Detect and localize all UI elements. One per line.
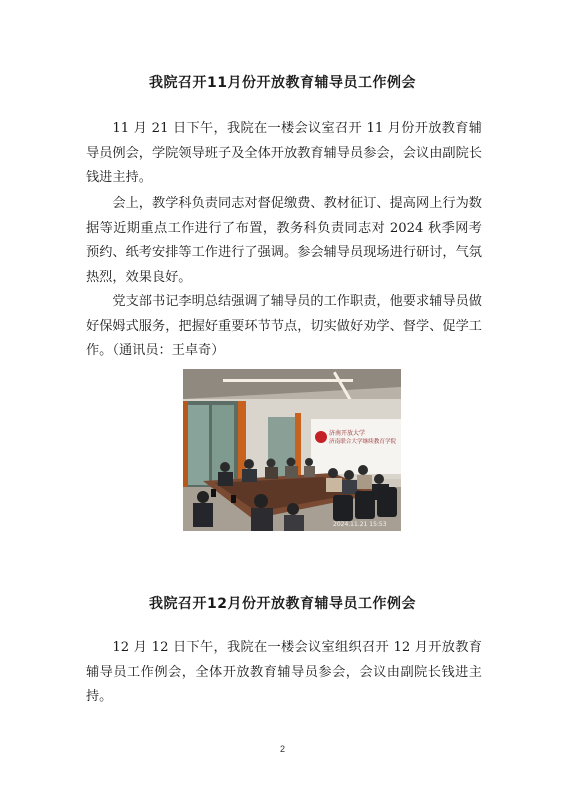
meeting-photo <box>183 369 401 531</box>
logo-icon <box>315 431 327 443</box>
section1-paragraph-2: 会上，教学科负责同志对督促缴费、教材征订、提高网上行为数据等近期重点工作进行了布置，教务科负责同志对 2024 秋季网考预约、纸考安排等工作进行了强调。参会辅导员现场进行研讨，气氛热烈，效果良好。 <box>86 196 482 285</box>
page-number: 2 <box>279 744 285 754</box>
photo-timestamp: 2024.11.21 15:53 <box>333 521 387 528</box>
section2-title: 我院召开12月份开放教育辅导员工作例会 <box>149 596 416 612</box>
section2-paragraph-1: 12 月 12 日下午，我院在一楼会议室组织召开 12 月开放教育辅导员工作例会，全体开放教育辅导员参会，会议由副院长钱进主持。 <box>86 640 482 705</box>
wall-sign-line1: 济南开放大学 <box>329 430 366 437</box>
wall-sign-line2: 济南联合大学继续教育学院 <box>329 439 397 445</box>
section1-paragraph-1: 11 月 21 日下午，我院在一楼会议室召开 11 月份开放教育辅导员例会，学院领导班子及全体开放教育辅导员参会，会议由副院长钱进主持。 <box>86 121 482 186</box>
section1-title: 我院召开11月份开放教育辅导员工作例会 <box>149 75 416 91</box>
section1-paragraph-3: 党支部书记李明总结强调了辅导员的工作职责，他要求辅导员做好保姆式服务，把握好重要环节节点，切实做好劝学、督学、促学工作。（通讯员：王卓奇） <box>86 294 482 359</box>
